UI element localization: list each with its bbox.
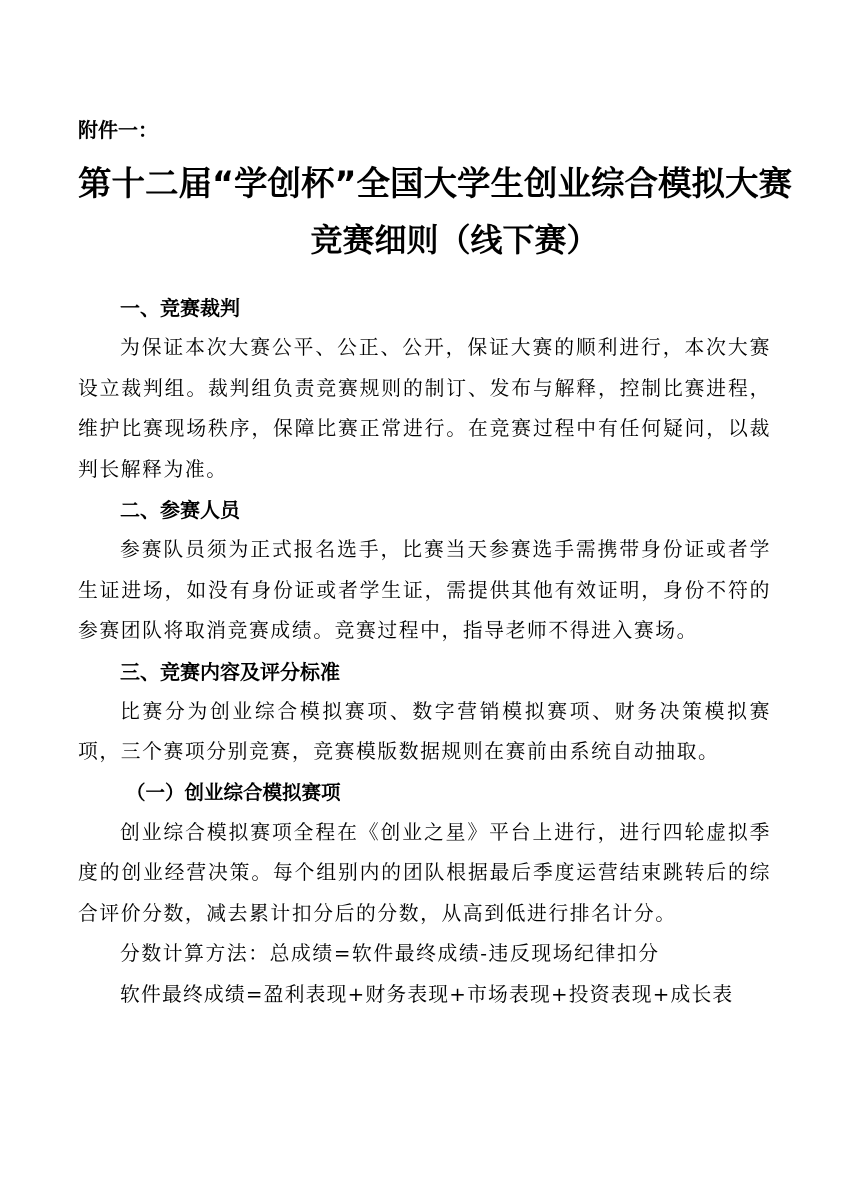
document-title [78,156,793,268]
score-formula-software: 软件最终成绩=盈利表现+财务表现+市场表现+投资表现+成长表 [120,982,734,1006]
score-formula-total: 分数计算方法：总成绩=软件最终成绩-违反现场纪律扣分 [120,942,660,965]
paragraph-participants: 参赛队员须为正式报名选手，比赛当天参赛选手需携带身份证或者学生证进场，如没有身份证或者学生证，需提供其他有效证明，身份不符的参赛团队将取消竞赛成绩。竞赛过程中，指导老师不得进入赛场。 [78,538,771,642]
paragraph-content-scoring: 比赛分为创业综合模拟赛项、数字营销模拟赛项、财务决策模拟赛项，三个赛项分别竞赛，竞赛模版数据规则在赛前由系统自动抽取。 [78,699,771,763]
section-heading-content-scoring: 三、竞赛内容及评分标准 [120,659,340,684]
section-heading-referee: 一、竞赛裁判 [120,296,240,320]
title-line-1: 第十二届“学创杯”全国大学生创业综合模拟大赛 [78,164,793,203]
title-line-2: 竞赛细则（线下赛） [310,221,599,259]
attachment-label: 附件一： [78,118,158,142]
section-heading-participants: 二、参赛人员 [120,498,240,522]
subsection-heading-entrepreneurship: （一）创业综合模拟赛项 [126,780,341,804]
paragraph-referee: 为保证本次大赛公平、公正、公开，保证大赛的顺利进行，本次大赛设立裁判组。裁判组负责竞赛规则的制订、发布与解释，控制比赛进程，维护比赛现场秩序，保障比赛正常进行。在竞赛过程中有任何疑问，以裁判长解释为准。 [78,336,771,481]
paragraph-entrepreneurship: 创业综合模拟赛项全程在《创业之星》平台上进行，进行四轮虚拟季度的创业经营决策。每个组别内的团队根据最后季度运营结束跳转后的综合评价分数，减去累计扣分后的分数，从高到低进行排名计分。 [78,820,771,925]
